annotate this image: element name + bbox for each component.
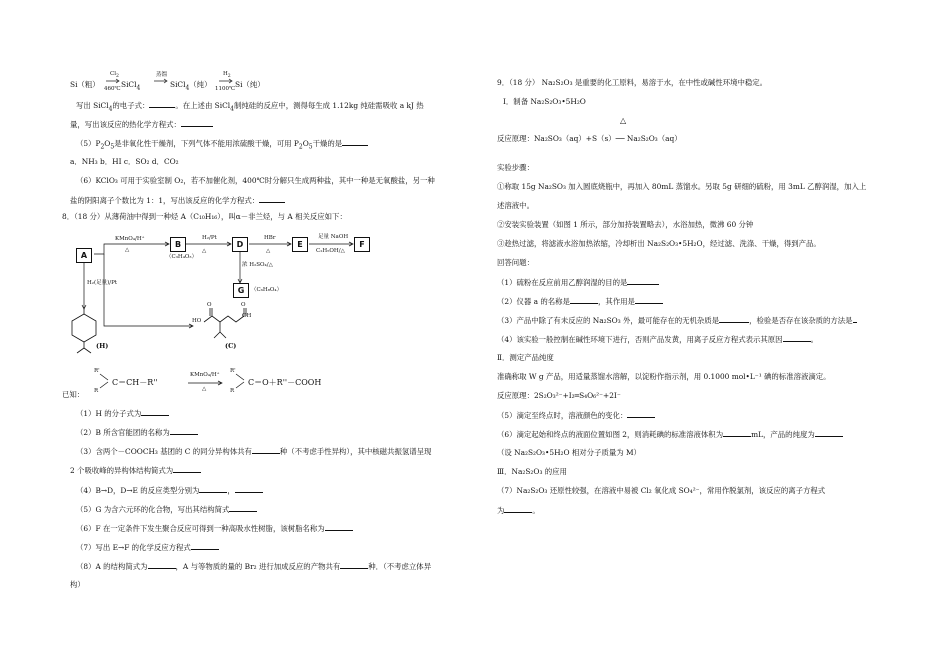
known-delta: △ xyxy=(202,386,207,392)
arrow-3 xyxy=(219,78,233,84)
node-e: E xyxy=(292,237,308,252)
rq5: （5）滴定至终点时，溶液颜色的变化： xyxy=(497,410,655,420)
rq6: （6）滴定起始和终点的液面位置如图 2，则消耗碘的标准溶液体积为 mL，产品的纯度为 xyxy=(497,429,843,439)
step3: ③趁热过滤，将滤液水浴加热浓缩，冷却析出 Na₂S₂O₃•5H₂O，经过滤、洗涤、干燥，得到产品。 xyxy=(497,239,821,248)
h2-excess-label: H₂(足量)/Pt xyxy=(87,280,118,286)
step1-line1: ①称取 15g Na₂SO₃ 加入圆底烧瓶中，再加入 80mL 蒸馏水。另取 5g 研细的硫粉，用 3mL 乙醇润湿，加入上 xyxy=(497,182,867,191)
rq2: （2）仪器 a 的名称是 ，其作用是 xyxy=(497,296,663,306)
rq3: （3）产品中除了有未反应的 Na₂SO₃ 外，最可能存在的无机杂质是 ，检验是否存在该杂质的方法是 xyxy=(497,315,857,325)
part2-title: Ⅱ．测定产品纯度 xyxy=(497,353,554,362)
q8-1: （1）H 的分子式为 xyxy=(76,408,169,418)
q8-header: 8．（18 分）从薄荷油中得到一种烃 A（C₁₀H₁₆），叫α－非兰烃，与 A 相关反应如下： xyxy=(62,212,347,221)
q8-3b: 2 个吸收峰的异构体结构简式为 xyxy=(70,465,201,475)
known-prefix: 已知： xyxy=(62,390,85,399)
rq4: （4）该实验一般控制在碱性环境下进行，否则产品发黄，用离子反应方程式表示其原因 。 xyxy=(497,335,818,344)
rq1: （1）硫粉在反应前用乙醇润湿的目的是 xyxy=(497,277,659,287)
answer-title: 回答问题： xyxy=(497,258,534,267)
delta-3: △ xyxy=(266,248,271,254)
part2-reaction: 反应原理：2S₂O₃²⁻+I₂═S₄O₆²⁻+2I⁻ xyxy=(497,391,621,400)
known-r2: R xyxy=(94,388,99,394)
naoh-label: 足量 NaOH xyxy=(318,234,349,240)
part2-desc: 准确称取 W g 产品，用适量蒸馏水溶解，以淀粉作指示剂，用 0.1000 mol•L⁻¹ 碘的标准溶液滴定。 xyxy=(497,372,831,381)
rq6-note: （设 Na₂S₂O₃•5H₂O 相对分子质量为 M） xyxy=(497,448,641,457)
q8-2: （2）B 所含官能团的名称为 xyxy=(76,427,198,437)
c-oh: OH xyxy=(242,313,252,319)
node-b: B xyxy=(170,237,186,252)
known-bonds-right xyxy=(236,372,248,390)
si-pure: Si（纯） xyxy=(235,80,265,89)
q6-line2: 盐的阴阳离子个数比为 1：1，写出该反应的化学方程式： xyxy=(70,195,285,205)
label-h: (H) xyxy=(96,342,109,350)
node-g: G xyxy=(233,283,249,298)
g-formula: （C₆H₈O₄） xyxy=(251,287,283,293)
hbr-label: HBr xyxy=(264,235,276,241)
part3-title: Ⅲ．Na₂S₂O₃ 的应用 xyxy=(497,467,567,476)
naoh-cond: C₂H₅OH/△ xyxy=(316,248,345,254)
known-reactant: C＝CH－R'' xyxy=(112,378,158,387)
q4-line2: 量，写出该反应的热化学方程式： xyxy=(70,119,213,129)
cl2-label: $Cl_2$ xyxy=(110,71,119,80)
known-product: C＝O＋R''－COOH xyxy=(248,378,322,387)
h2-label: $H_2$ xyxy=(223,71,231,80)
node-d: D xyxy=(232,237,248,252)
b-formula: （C₃H₄O₃） xyxy=(166,254,198,260)
h2so4-label: 浓 H₂SO₄/△ xyxy=(242,262,273,268)
rq7-line1: （7）Na₂S₂O₃ 还原性较强，在溶液中易被 Cl₂ 氧化成 SO₄²⁻，常用作脱氯剂，该反应的离子方程式 xyxy=(497,486,826,495)
label-c: (C) xyxy=(225,342,237,350)
reaction-delta: △ xyxy=(620,116,627,125)
q9-header: 9．（18 分） Na₂S₂O₃ 是重要的化工原料，易溶于水，在中性或碱性环境中稳定。 xyxy=(497,78,768,87)
cond-460: 460℃ xyxy=(104,86,121,92)
c-o1: O xyxy=(207,302,212,308)
known-r5: R xyxy=(230,388,235,394)
delta-1: △ xyxy=(125,247,130,253)
arrow-1 xyxy=(106,78,120,84)
q8-3: （3）含两个－COOCH₃ 基团的 C 的同分异构体共有 种（不考虑手性异构），其中核磁共振氢谱呈现 xyxy=(76,447,432,456)
steps-title: 实验步骤： xyxy=(497,163,534,172)
q8-5: （5）G 为含六元环的化合物，写出其结构简式 xyxy=(76,504,257,514)
q6-line1: （6）KClO₃ 可用于实验室制 O₂，若不加催化剂，400℃时分解只生成两种盐，其中一种是无氧酸盐，另一种 xyxy=(76,176,435,185)
node-a: A xyxy=(76,248,92,263)
known-reagent: KMnO₄/H⁺ xyxy=(190,372,220,378)
kmno4-label: KMnO₄/H⁺ xyxy=(115,236,145,242)
delta-2: △ xyxy=(202,248,207,254)
rq7-line2: 为 。 xyxy=(497,506,540,515)
node-f: F xyxy=(354,237,370,252)
known-r4: R' xyxy=(230,368,236,374)
q4-line1: 写出 SiCl$_4$的电子式： 。在上述由 SiCl$_4$制纯硅的反应中，测得每生成 1.12kg 纯硅需吸收 a kJ 热 xyxy=(76,101,424,113)
c-o2: O xyxy=(241,302,246,308)
si-crude: Si（粗） xyxy=(70,80,100,89)
sicl4-a: SiCl$_4$ xyxy=(121,80,141,92)
distill-label: 蒸馏 xyxy=(156,72,168,78)
q8-7: （7）写出 E→F 的化学反应方程式 xyxy=(76,542,219,552)
known-bonds-left xyxy=(100,372,112,390)
cond-1100: 1100℃ xyxy=(215,86,236,92)
sicl4-b: SiCl$_4$（纯） xyxy=(170,80,212,92)
q8-8b: 构） xyxy=(70,580,85,589)
step2: ②安装实验装置（如图 1 所示，部分加持装置略去），水浴加热，微沸 60 分钟 xyxy=(497,220,754,229)
part1-title: Ⅰ．制备 Na₂S₂O₃•5H₂O xyxy=(503,97,586,106)
reaction-principle: 反应原理：Na₂SO₃（aq）+S（s）── Na₂S₂O₃（aq） xyxy=(497,134,682,143)
q8-8: （8）A 的结构简式为 ，A 与等物质的量的 Br₂ 进行加成反应的产物共有 种．（不考虑立体异 xyxy=(76,562,432,571)
c-ho: HO xyxy=(192,318,202,324)
arrow-2 xyxy=(154,78,168,84)
q5-options: a．NH₃ b．HI c．SO₂ d．CO₂ xyxy=(70,157,179,166)
q8-4: （4）B→D，D→E 的反应类型分别为 ， xyxy=(76,485,263,495)
h2pt-label: H₂/Pt xyxy=(202,235,217,241)
q8-6: （6）F 在一定条件下发生聚合反应可得到一种高吸水性树脂，该树脂名称为 xyxy=(76,523,353,533)
known-r1: R' xyxy=(94,368,100,374)
step1-line2: 述溶液中。 xyxy=(497,201,534,210)
q5-line1: $(5)P_2O_5$是非氧化性干燥剂，下列气体不能用浓硫酸干燥，可用 $P_2O_5$干燥的是 xyxy=(76,138,368,151)
